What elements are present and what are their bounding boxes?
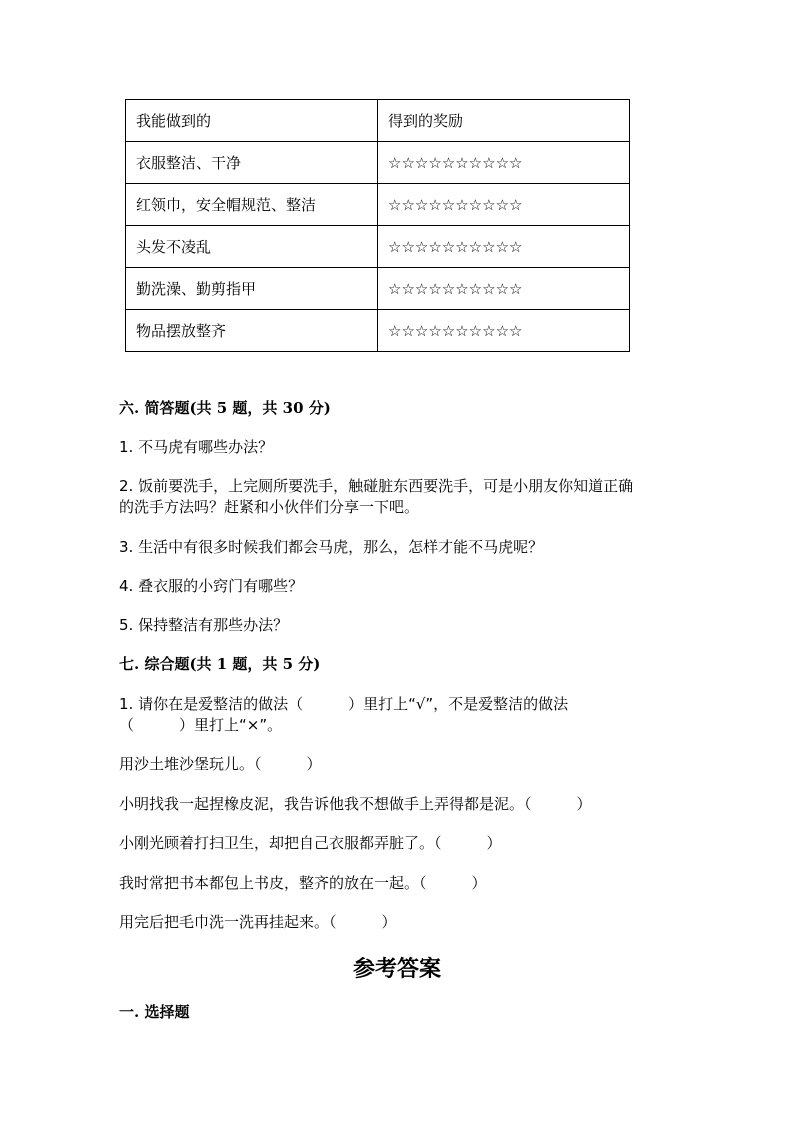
table-row: [126, 142, 630, 184]
table-header-row: [126, 100, 630, 142]
judgement-item: 小刚光顾着打扫卫生，却把自己衣服都弄脏了。（ ）: [119, 834, 502, 852]
judgement-item: 用完后把毛巾洗一洗再挂起来。（ ）: [119, 913, 397, 931]
table-cell-item: 红领巾，安全帽规范、整洁: [126, 184, 378, 226]
judgement-item: 我时常把书本都包上书皮，整齐的放在一起。（ ）: [119, 874, 487, 892]
reward-table: [125, 99, 630, 352]
question-text: 1. 不马虎有哪些办法？: [119, 438, 274, 456]
judgement-item: 用沙土堆沙堡玩儿。（ ）: [119, 755, 322, 773]
section-7-title: 七. 综合题(共 1 题，共 5 分): [119, 655, 321, 673]
question-text: 3. 生活中有很多时候我们都会马虎，那么，怎样才能不马虎呢？: [119, 538, 544, 556]
table-row: [126, 226, 630, 268]
table-cell-item: 勤洗澡、勤剪指甲: [126, 268, 378, 310]
table-cell-item: 衣服整洁、干净: [126, 142, 378, 184]
answers-section-1-title: 一. 选择题: [119, 1003, 190, 1021]
question-text: 的洗手方法吗？赶紧和小伙伴们分享一下吧。: [119, 498, 420, 516]
table-cell-item: 头发不凌乱: [126, 226, 378, 268]
table-cell-stars: ☆☆☆☆☆☆☆☆☆☆: [378, 184, 630, 226]
section-6-title: 六. 简答题(共 5 题，共 30 分): [119, 399, 331, 417]
judgement-item: 小明找我一起捏橡皮泥，我告诉他我不想做手上弄得都是泥。（ ）: [119, 795, 592, 813]
table-cell-stars: ☆☆☆☆☆☆☆☆☆☆: [378, 226, 630, 268]
table-row: [126, 310, 630, 352]
table-cell-stars: ☆☆☆☆☆☆☆☆☆☆: [378, 310, 630, 352]
table-row: [126, 184, 630, 226]
table-header-cell: 得到的奖励: [378, 100, 630, 142]
table-cell-item: 物品摆放整齐: [126, 310, 378, 352]
table-cell-stars: ☆☆☆☆☆☆☆☆☆☆: [378, 268, 630, 310]
question-text: 2. 饭前要洗手，上完厕所要洗手，触碰脏东西要洗手，可是小朋友你知道正确: [119, 477, 634, 495]
answers-title: 参考答案: [352, 956, 441, 982]
table-row: [126, 268, 630, 310]
question-text: （ ）里打上“×”。: [119, 716, 283, 734]
table-cell-stars: ☆☆☆☆☆☆☆☆☆☆: [378, 142, 630, 184]
table-header-cell: 我能做到的: [126, 100, 378, 142]
question-text: 5. 保持整洁有那些办法？: [119, 616, 289, 634]
question-text: 4. 叠衣服的小窍门有哪些？: [119, 577, 304, 595]
question-text: 1. 请你在是爱整洁的做法（ ）里打上“√”，不是爱整洁的做法: [119, 695, 569, 713]
